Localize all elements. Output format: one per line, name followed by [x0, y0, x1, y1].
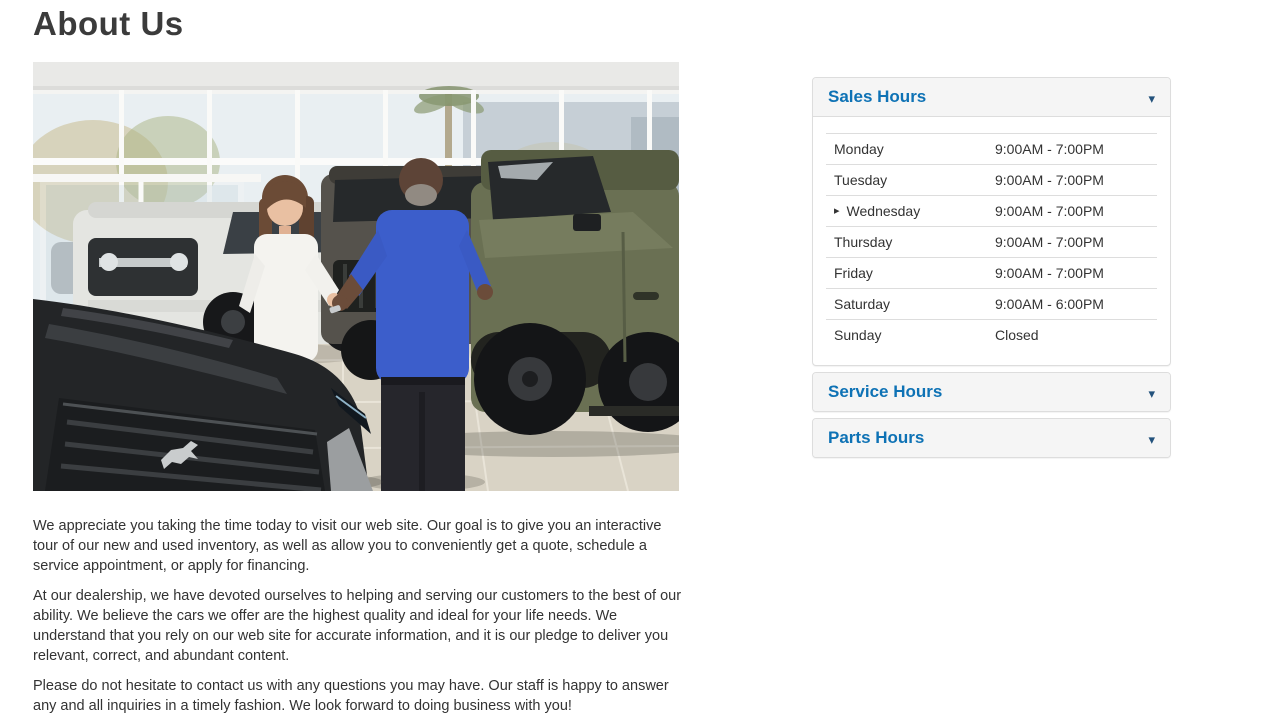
showroom-photo	[33, 62, 679, 491]
sales-hours-table	[826, 133, 1157, 365]
caret-down-icon: ▾	[1148, 385, 1155, 401]
today-marker-icon: ▸	[834, 204, 840, 217]
day-label: Wednesday	[846, 203, 921, 219]
hours-row-saturday	[826, 288, 1157, 319]
about-paragraph-1: We appreciate you taking the time today to visit our web site. Our goal is to give you an interactive tour of our new and used inventory, as well as allow you to conveniently get a quote, schedule a service appointment, or apply for financing.	[33, 518, 662, 574]
sales-hours-toggle[interactable]	[813, 78, 1170, 117]
hours-label: 9:00AM - 7:00PM	[995, 172, 1104, 188]
day-label: Monday	[834, 141, 884, 157]
hours-label: 9:00AM - 7:00PM	[995, 141, 1104, 157]
service-hours-toggle[interactable]	[813, 373, 1170, 411]
hours-row-thursday	[826, 226, 1157, 257]
day-label: Tuesday	[834, 172, 888, 188]
sales-hours-title: Sales Hours	[828, 87, 927, 106]
service-hours-panel	[812, 372, 1171, 412]
hours-label: 9:00AM - 7:00PM	[995, 265, 1104, 281]
day-label: Thursday	[834, 234, 893, 250]
hours-row-sunday	[826, 319, 1157, 350]
parts-hours-panel	[812, 418, 1171, 458]
showroom-photo-art	[33, 62, 679, 491]
about-paragraph-3: Please do not hesitate to contact us with any questions you may have. Our staff is happy to answer any and all inquiries in a timely fashion. We look forward to doing business with you!	[33, 678, 669, 714]
about-paragraph-2: At our dealership, we have devoted ourselves to helping and serving our customers to the best of our ability. We believe the cars we offer are the highest quality and ideal for your life needs. We understand that you rely on our web site for accurate information, and it is our pledge to deliver you relevant, correct, and abundant content.	[33, 588, 682, 664]
service-hours-title: Service Hours	[828, 382, 943, 401]
hours-row-tuesday	[826, 164, 1157, 195]
day-label: Saturday	[834, 296, 891, 312]
hours-accordion	[812, 77, 1171, 464]
hours-label: Closed	[995, 327, 1039, 343]
page-title: About Us	[33, 5, 184, 42]
hours-label: 9:00AM - 6:00PM	[995, 296, 1104, 312]
hours-row-wednesday-today	[826, 195, 1157, 226]
hours-row-monday	[826, 133, 1157, 164]
hours-row-friday	[826, 257, 1157, 288]
parts-hours-title: Parts Hours	[828, 428, 925, 447]
day-label: Friday	[834, 265, 873, 281]
about-copy	[33, 516, 689, 726]
hours-label: 9:00AM - 7:00PM	[995, 234, 1104, 250]
sales-hours-panel	[812, 77, 1171, 366]
caret-down-icon: ▾	[1148, 90, 1155, 106]
caret-down-icon: ▾	[1148, 431, 1155, 447]
day-label: Sunday	[834, 327, 882, 343]
hours-label: 9:00AM - 7:00PM	[995, 203, 1104, 219]
parts-hours-toggle[interactable]	[813, 419, 1170, 457]
